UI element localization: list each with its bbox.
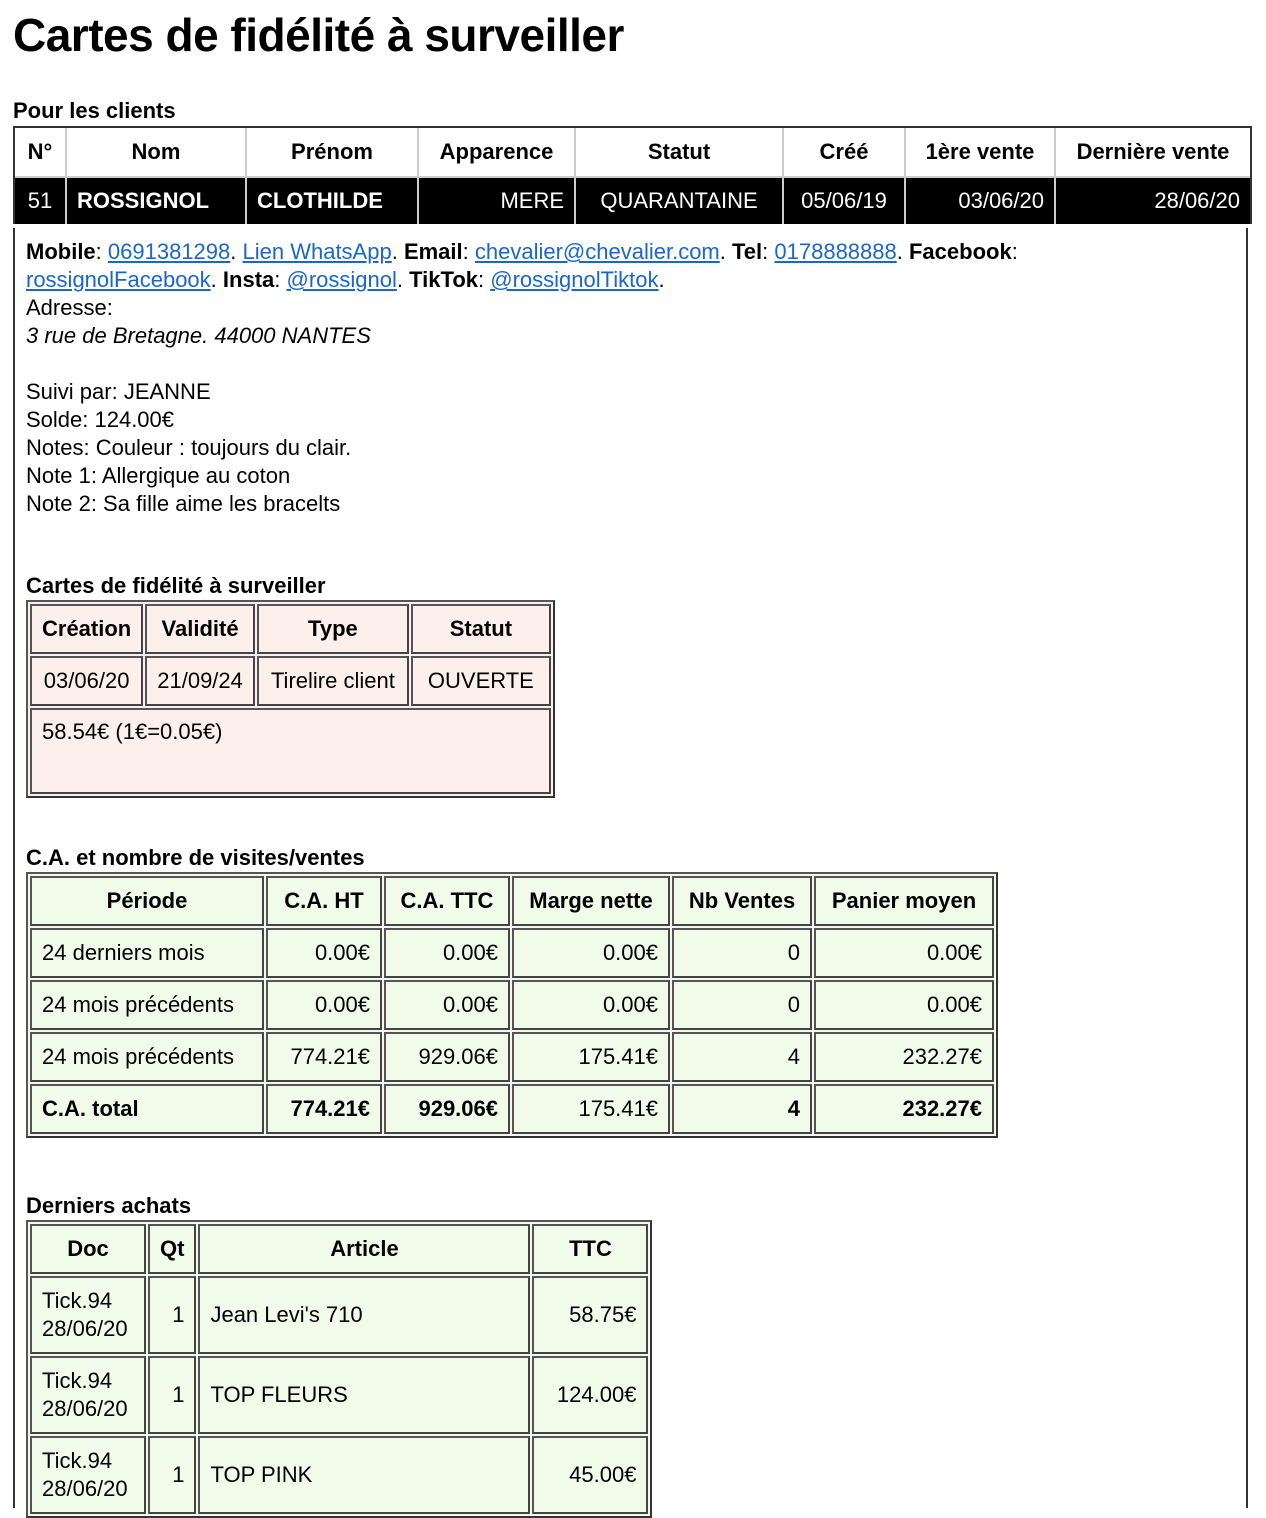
purchase-row[interactable] [30, 1276, 648, 1354]
col-header-marge-nette: Marge nette [512, 876, 670, 926]
tel-label: Tel [732, 239, 763, 264]
purchase-article: TOP PINK [198, 1436, 530, 1514]
purchase-date: 28/06/20 [42, 1316, 128, 1341]
col-header-ca-ht: C.A. HT [266, 876, 382, 926]
ca-row [30, 1032, 994, 1082]
ca-total-ttc: 929.06€ [384, 1084, 510, 1134]
email-label: Email [403, 239, 463, 264]
note-2: Note 2: Sa fille aime les bracelts [26, 491, 341, 516]
col-header-doc: Doc [30, 1224, 146, 1274]
ca-marge: 0.00€ [512, 980, 670, 1030]
purchase-doc-number: Tick.94 [42, 1368, 113, 1393]
note-1: Note 1: Allergique au coton [26, 463, 291, 488]
ca-total-ht: 774.21€ [266, 1084, 382, 1134]
client-number: 51 [15, 178, 67, 224]
col-header-creation: Création [30, 604, 143, 654]
ca-marge: 175.41€ [512, 1032, 670, 1082]
ca-table [26, 872, 998, 1138]
purchase-doc-number: Tick.94 [42, 1448, 113, 1473]
ca-section [26, 844, 998, 1138]
tiktok-link[interactable]: @rossignolTiktok [490, 267, 659, 292]
ca-panier: 0.00€ [814, 928, 994, 978]
ca-panier: 232.27€ [814, 1032, 994, 1082]
mobile-link[interactable]: 0691381298 [107, 239, 231, 264]
insta-link[interactable]: @rossignol [286, 267, 397, 292]
ca-header-row [30, 876, 994, 926]
purchase-doc[interactable] [30, 1276, 146, 1354]
client-derniere-vente: 28/06/20 [1056, 178, 1250, 224]
page-title: Cartes de fidélité à surveiller [13, 9, 624, 61]
client-nom: ROSSIGNOL [67, 178, 247, 224]
ca-panier: 0.00€ [814, 980, 994, 1030]
purchase-article: Jean Levi's 710 [198, 1276, 530, 1354]
client-detail-panel [13, 228, 1248, 1508]
col-header-ca-ttc: C.A. TTC [384, 876, 510, 926]
col-header-nom: Nom [67, 128, 247, 178]
col-header-apparence: Apparence [419, 128, 576, 178]
ca-ttc: 929.06€ [384, 1032, 510, 1082]
purchase-row[interactable] [30, 1436, 648, 1514]
ca-nb-ventes: 0 [672, 980, 812, 1030]
cards-section-label: Cartes de fidélité à surveiller [26, 573, 326, 598]
ca-nb-ventes: 0 [672, 928, 812, 978]
facebook-link[interactable]: rossignolFacebook [26, 267, 211, 292]
col-header-panier-moyen: Panier moyen [814, 876, 994, 926]
card-balance: 58.54€ (1€=0.05€) [30, 708, 551, 794]
purchase-qt: 1 [148, 1436, 196, 1514]
ca-periode: 24 mois précédents [30, 1032, 264, 1082]
col-header-statut: Statut [576, 128, 784, 178]
purchase-doc[interactable] [30, 1436, 146, 1514]
contact-line: Mobile: 0691381298. Lien WhatsApp. Email: chevalier@chevalier.com. Tel: 0178888888. Facebook: rossignolFacebook. Insta: @rossignol. TikTok: @rossignolTiktok. [26, 239, 1018, 292]
purchase-ttc: 45.00€ [532, 1436, 648, 1514]
solde: Solde: 124.00€ [26, 407, 175, 432]
ca-total-label: C.A. total [30, 1084, 264, 1134]
ca-row [30, 980, 994, 1030]
col-header-ttc: TTC [532, 1224, 648, 1274]
suivi-par: Suivi par: JEANNE [26, 379, 211, 404]
cards-header-row [30, 604, 551, 654]
cards-section [26, 572, 555, 798]
col-header-premiere-vente: 1ère vente [906, 128, 1056, 178]
ca-total-nb-ventes: 4 [672, 1084, 812, 1134]
purchase-ttc: 58.75€ [532, 1276, 648, 1354]
purchase-ttc: 124.00€ [532, 1356, 648, 1434]
col-header-statut: Statut [411, 604, 551, 654]
col-header-prenom: Prénom [247, 128, 419, 178]
address-label: Adresse: [26, 295, 113, 320]
col-header-article: Article [198, 1224, 530, 1274]
address-value: 3 rue de Bretagne. 44000 NANTES [26, 323, 371, 348]
client-statut: QUARANTAINE [576, 178, 784, 224]
client-premiere-vente: 03/06/20 [906, 178, 1056, 224]
card-type: Tirelire client [257, 656, 409, 706]
card-validite: 21/09/24 [145, 656, 255, 706]
ca-total-marge: 175.41€ [512, 1084, 670, 1134]
purchases-section [26, 1192, 652, 1518]
client-cree: 05/06/19 [784, 178, 906, 224]
mobile-label: Mobile [26, 239, 96, 264]
card-statut: OUVERTE [411, 656, 551, 706]
ca-ht: 0.00€ [266, 928, 382, 978]
clients-table [13, 126, 1252, 224]
col-header-cree: Créé [784, 128, 906, 178]
ca-ttc: 0.00€ [384, 980, 510, 1030]
client-apparence: MERE [419, 178, 576, 224]
ca-periode: 24 mois précédents [30, 980, 264, 1030]
purchase-row[interactable] [30, 1356, 648, 1434]
ca-row [30, 928, 994, 978]
tel-link[interactable]: 0178888888 [774, 239, 897, 264]
card-row[interactable] [30, 656, 551, 706]
ca-total-panier: 232.27€ [814, 1084, 994, 1134]
cards-table [26, 600, 555, 798]
client-prenom: CLOTHILDE [247, 178, 419, 224]
clients-section-label: Pour les clients [13, 98, 176, 123]
purchases-table [26, 1220, 652, 1518]
ca-ht: 0.00€ [266, 980, 382, 1030]
purchase-date: 28/06/20 [42, 1476, 128, 1501]
col-header-qt: Qt [148, 1224, 196, 1274]
purchase-doc-number: Tick.94 [42, 1288, 113, 1313]
col-header-type: Type [257, 604, 409, 654]
tiktok-label: TikTok [409, 267, 478, 292]
purchase-doc[interactable] [30, 1356, 146, 1434]
col-header-derniere-vente: Dernière vente [1056, 128, 1250, 178]
col-header-nb-ventes: Nb Ventes [672, 876, 812, 926]
ca-nb-ventes: 4 [672, 1032, 812, 1082]
notes: Notes: Couleur : toujours du clair. [26, 435, 352, 460]
ca-periode: 24 derniers mois [30, 928, 264, 978]
col-header-number: N° [15, 128, 67, 178]
whatsapp-link[interactable]: Lien WhatsApp [242, 239, 392, 264]
clients-header-row [15, 128, 1250, 178]
ca-section-label: C.A. et nombre de visites/ventes [26, 845, 365, 870]
ca-total-row [30, 1084, 994, 1134]
purchase-qt: 1 [148, 1356, 196, 1434]
facebook-label: Facebook [908, 239, 1012, 264]
purchase-article: TOP FLEURS [198, 1356, 530, 1434]
client-row[interactable] [15, 178, 1250, 224]
ca-ttc: 0.00€ [384, 928, 510, 978]
card-balance-row [30, 708, 551, 794]
insta-label: Insta [222, 267, 275, 292]
col-header-periode: Période [30, 876, 264, 926]
email-link[interactable]: chevalier@chevalier.com [474, 239, 720, 264]
purchases-header-row [30, 1224, 648, 1274]
purchases-section-label: Derniers achats [26, 1193, 192, 1218]
col-header-validite: Validité [145, 604, 255, 654]
ca-ht: 774.21€ [266, 1032, 382, 1082]
card-creation: 03/06/20 [30, 656, 143, 706]
purchase-date: 28/06/20 [42, 1396, 128, 1421]
purchase-qt: 1 [148, 1276, 196, 1354]
ca-marge: 0.00€ [512, 928, 670, 978]
